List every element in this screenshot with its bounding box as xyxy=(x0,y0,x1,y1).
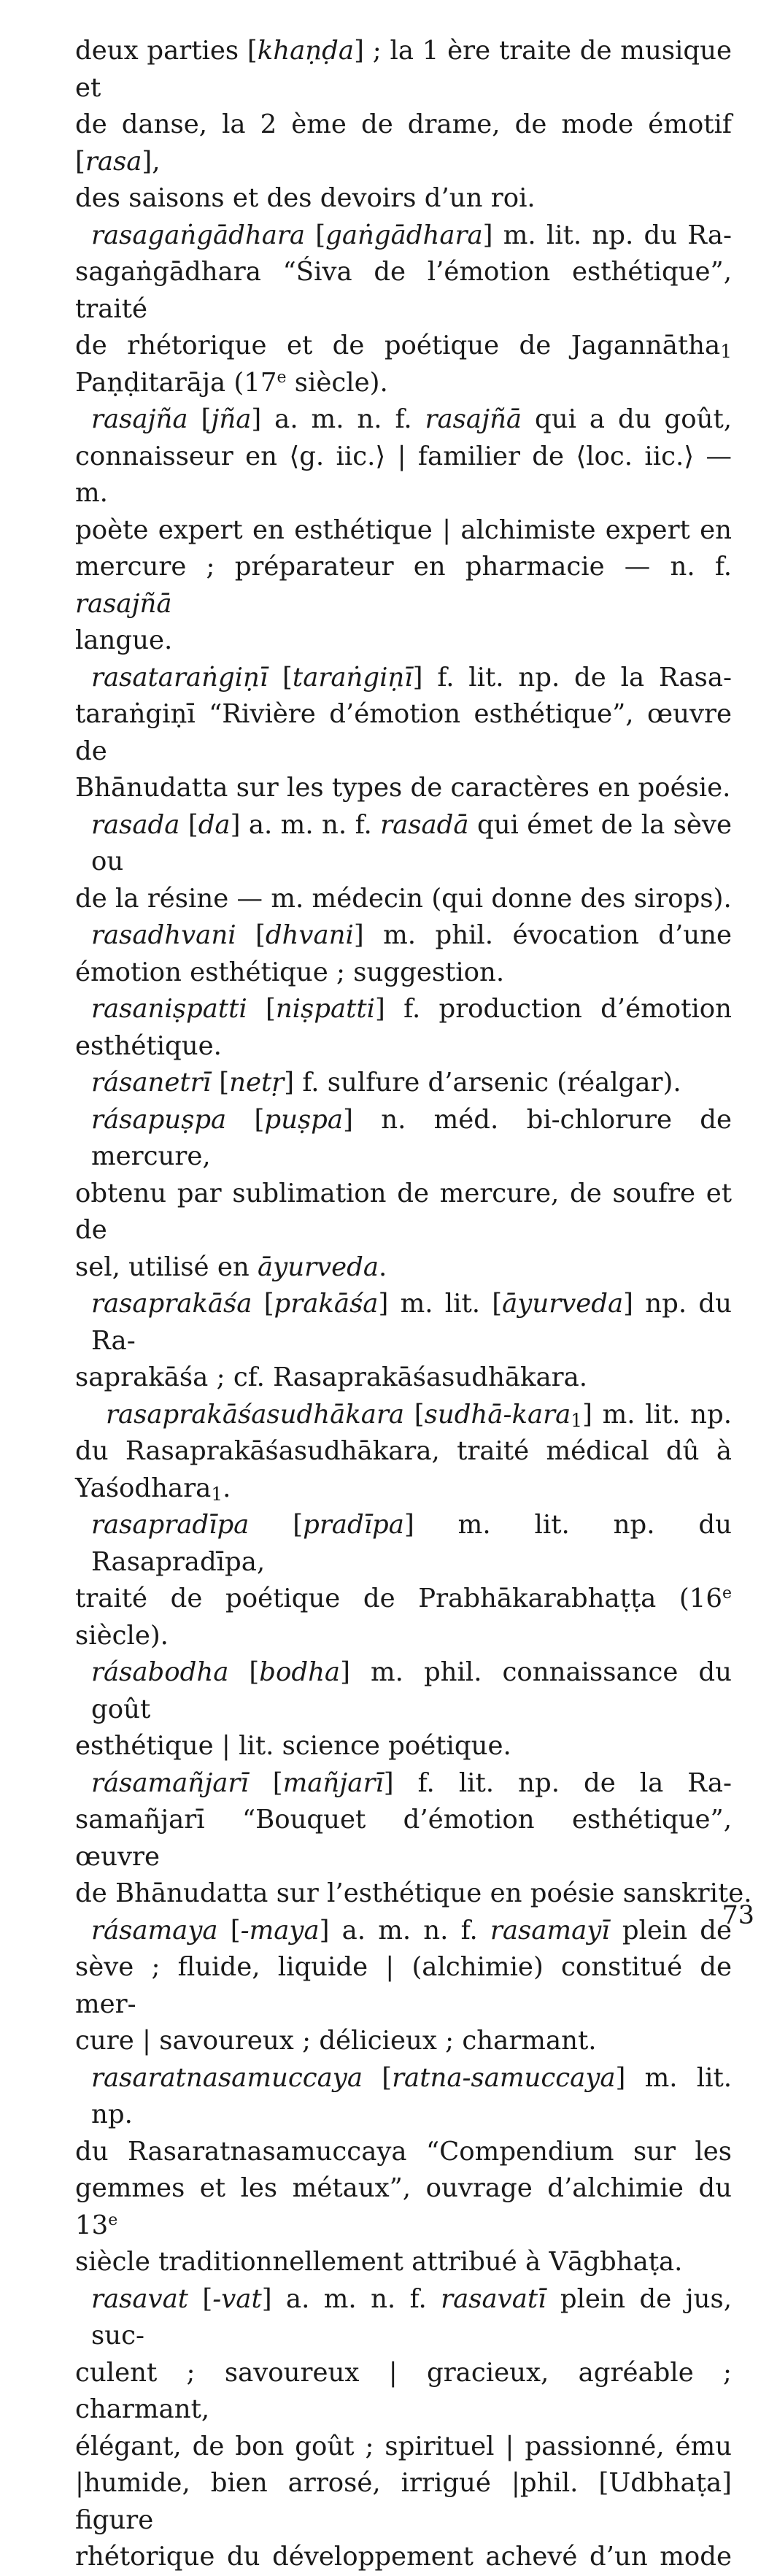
text-line: du Rasaratnasamuccaya “Compendium sur les xyxy=(75,2136,732,2167)
text-line: rasajña [jña] a. m. n. f. rasajñā qui a du goût, xyxy=(91,404,732,434)
text-line: saprakāśa ; cf. Rasaprakāśasudhākara. xyxy=(75,1362,588,1392)
text-line: Bhānudatta sur les types de caractères en poésie. xyxy=(75,773,731,803)
text-line: gemmes et les métaux”, ouvrage d’alchimie du 13e xyxy=(75,2173,732,2240)
text-line: esthétique | lit. science poétique. xyxy=(75,1731,511,1761)
text-line: rhétorique du développement achevé d’un mode xyxy=(75,2542,732,2572)
text-line: Paṇḍitarāja (17e siècle). xyxy=(75,367,388,398)
text-line: rasaniṣpatti [niṣpatti] f. production d’émotion xyxy=(91,994,732,1024)
text-line: émotion esthétique ; suggestion. xyxy=(75,957,505,987)
text-line: siècle traditionnellement attribué à Vāgbhaṭa. xyxy=(75,2247,683,2277)
text-line: traité de poétique de Prabhākarabhaṭṭa (16e xyxy=(75,1584,732,1613)
text-line: rásanetrī [netṛ] f. sulfure d’arsenic (réalgar). xyxy=(91,1068,681,1098)
text-line: rasadhvani [dhvani] m. phil. évocation d’une xyxy=(91,920,732,950)
text-line: rasavat [-vat] a. m. n. f. rasavatī plein de jus, suc- xyxy=(91,2283,732,2351)
text-line: sagaṅgādhara “Śiva de l’émotion esthétique”, traité xyxy=(75,257,732,324)
text-line: esthétique. xyxy=(75,1030,222,1061)
text-line: rasataraṅgiṇī [taraṅgiṇī] f. lit. np. de la Rasa- xyxy=(91,662,733,693)
text-line: culent ; savoureux | gracieux, agréable ; charmant, xyxy=(75,2357,732,2424)
text-line: rasaprakāśasudhākara [sudhā-kara$_1$] m. lit. np. xyxy=(106,1399,732,1431)
text-line: deux parties [khaṇḍa] ; la 1 ère traite de musique et xyxy=(75,36,732,103)
text-line: connaisseur en ⟨g. iic.⟩ | familier de ⟨loc. iic.⟩ — m. xyxy=(75,441,732,508)
text-line: obtenu par sublimation de mercure, de soufre et de xyxy=(75,1178,732,1245)
text-line: siècle). xyxy=(75,1620,169,1651)
text-line: rasaratnasamuccaya [ratna-samuccaya] m. lit. np. xyxy=(91,2062,732,2129)
text-line: mercure ; préparateur en pharmacie — n. f. rasajñā xyxy=(75,552,732,619)
text-line: Yaśodhara$_1$. xyxy=(75,1473,231,1505)
text-line: élégant, de bon goût ; spirituel | passionné, ému xyxy=(75,2431,732,2461)
text-line: rasapradīpa [pradīpa] m. lit. np. du Rasapradīpa, xyxy=(91,1510,733,1577)
page-number: 73 xyxy=(722,1901,754,1930)
text-line: poète expert en esthétique | alchimiste expert en xyxy=(75,514,732,545)
text-line: rasaprakāśa [prakāśa] m. lit. [āyurveda] np. du Ra- xyxy=(91,1289,732,1356)
text-line: samañjarī “Bouquet d’émotion esthétique”, œuvre xyxy=(75,1805,732,1872)
text-line: cure | savoureux ; délicieux ; charmant. xyxy=(75,2026,597,2056)
text-line: sel, utilisé en āyurveda. xyxy=(75,1252,387,1282)
text-line: de danse, la 2 ème de drame, de mode émotif [rasa], xyxy=(75,109,732,177)
text-line: de rhétorique et de poétique de Jagannātha$_1$ xyxy=(75,331,732,362)
text-line: de la résine — m. médecin (qui donne des sirops). xyxy=(75,883,732,914)
text-line: des saisons et des devoirs d’un roi. xyxy=(75,183,536,213)
text-line: rásabodha [bodha] m. phil. connaissance du goût xyxy=(91,1657,732,1724)
text-line: rásamaya [-maya] a. m. n. f. rasamayī plein de xyxy=(91,1915,732,1946)
text-line: rasada [da] a. m. n. f. rasadā qui émet de la sève ou xyxy=(91,809,732,876)
text-line: rásapuṣpa [puṣpa] n. méd. bi-chlorure de mercure, xyxy=(91,1104,732,1171)
text-line: du Rasaprakāśasudhākara, traité médical dû à xyxy=(75,1436,732,1466)
text-line: langue. xyxy=(75,625,173,655)
text-line: taraṅgiṇī “Rivière d’émotion esthétique”, œuvre de xyxy=(75,699,732,766)
text-line: rasagaṅgādhara [gaṅgādhara] m. lit. np. du Ra- xyxy=(91,220,732,250)
text-line: |humide, bien arrosé, irrigué |phil. [Udbhaṭa] figure xyxy=(75,2468,732,2535)
text-line: sève ; fluide, liquide | (alchimie) constitué de mer- xyxy=(75,1952,732,2019)
text-line: rásamañjarī [mañjarī] f. lit. np. de la Ra- xyxy=(91,1767,732,1798)
text-line: de Bhānudatta sur l’esthétique en poésie sanskrite. xyxy=(75,1878,752,1908)
